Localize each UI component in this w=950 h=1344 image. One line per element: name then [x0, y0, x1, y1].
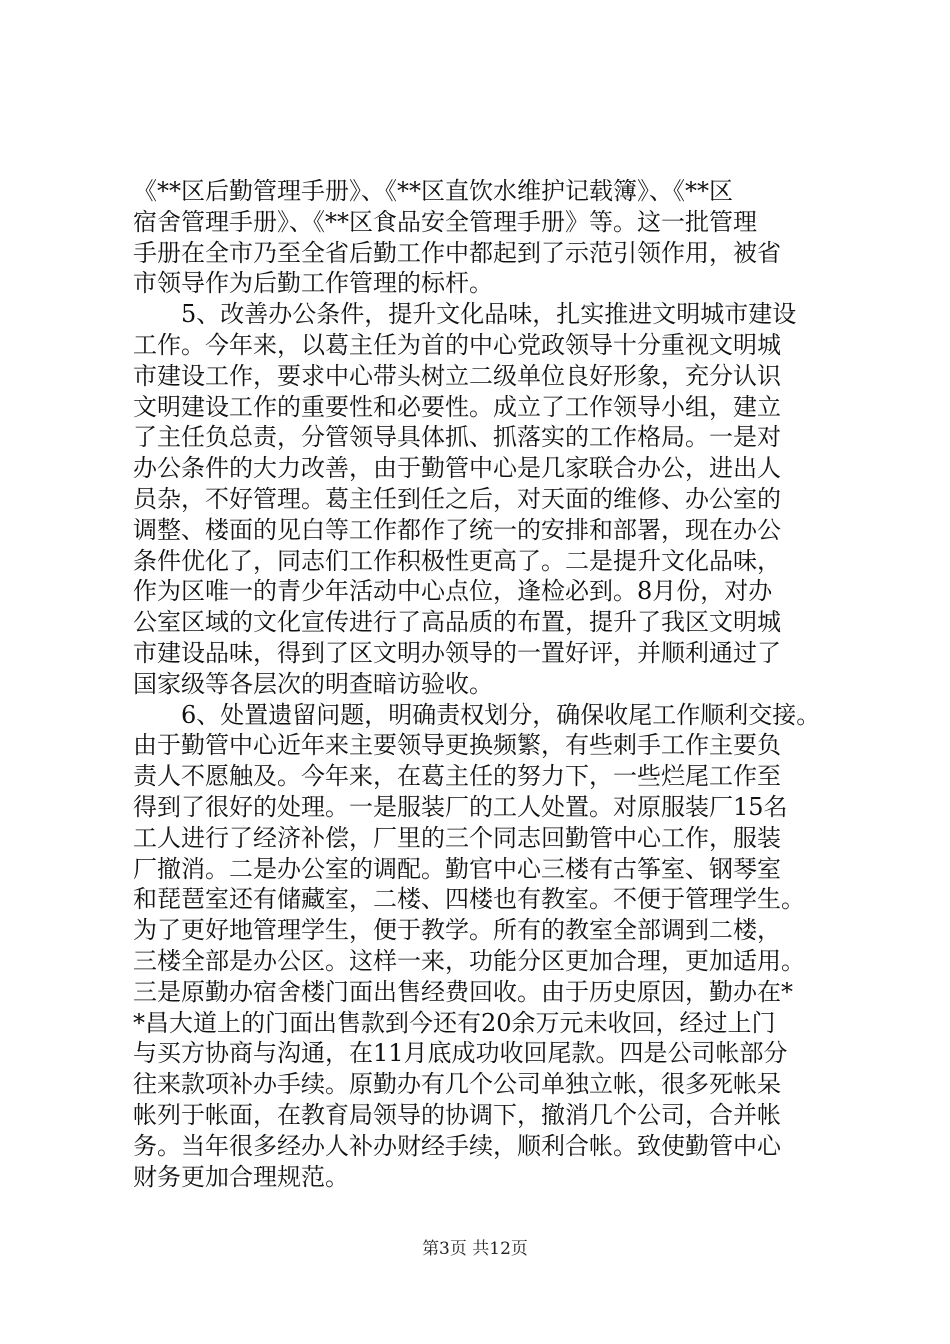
text-line: 6、处置遗留问题，明确责权划分，确保收尾工作顺利交接。 — [133, 700, 821, 729]
text-line: 责人不愿触及。今年来，在葛主任的努力下，一些烂尾工作至 — [133, 762, 781, 791]
text-line: 务。当年很多经办人补办财经手续，顺利合帐。致使勤管中心 — [133, 1131, 781, 1160]
text-line: 5、改善办公条件，提升文化品味，扎实推进文明城市建设 — [133, 300, 797, 329]
text-line: 市领导作为后勤工作管理的标杆。 — [133, 269, 493, 298]
text-line: 作为区唯一的青少年活动中心点位，逢检必到。8月份，对办 — [133, 577, 773, 606]
text-line: 帐列于帐面，在教育局领导的协调下，撤消几个公司，合并帐 — [133, 1100, 781, 1129]
text-line: 市建设工作，要求中心带头树立二级单位良好形象，充分认识 — [133, 361, 781, 390]
text-line: 条件优化了，同志们工作积极性更高了。二是提升文化品味， — [133, 546, 781, 575]
text-line: 三楼全部是办公区。这样一来，功能分区更加合理，更加适用。 — [133, 946, 805, 975]
text-line: 《**区后勤管理手册》、《**区直饮水维护记载簿》、《**区 — [133, 177, 733, 205]
text-line: 宿舍管理手册》、《**区食品安全管理手册》等。这一批管理 — [133, 207, 757, 236]
text-line: 往来款项补办手续。原勤办有几个公司单独立帐，很多死帐呆 — [133, 1070, 781, 1099]
text-line: 员杂，不好管理。葛主任到任之后，对天面的维修、办公室的 — [133, 484, 781, 513]
text-line: 财务更加合理规范。 — [133, 1162, 349, 1191]
text-line: 与买方协商与沟通，在11月底成功收回尾款。四是公司帐部分 — [133, 1039, 788, 1068]
text-line: *昌大道上的门面出售款到今还有20余万元未收回，经过上门 — [133, 1008, 776, 1037]
text-line: 三是原勤办宿舍楼门面出售经费回收。由于历史原因，勤办在* — [133, 977, 793, 1006]
text-line: 厂撤消。二是办公室的调配。勤官中心三楼有古筝室、钢琴室 — [133, 854, 781, 883]
text-line: 为了更好地管理学生，便于教学。所有的教室全部调到二楼， — [133, 916, 781, 945]
text-line: 得到了很好的处理。一是服装厂的工人处置。对原服装厂15名 — [133, 792, 788, 821]
text-line: 公室区域的文化宣传进行了高品质的布置，提升了我区文明城 — [133, 608, 781, 637]
text-line: 了主任负总责，分管领导具体抓、抓落实的工作格局。一是对 — [133, 423, 781, 452]
page-number-footer: 第3页 共12页 — [422, 1239, 528, 1259]
text-line: 由于勤管中心近年来主要领导更换频繁，有些刺手工作主要负 — [133, 731, 781, 760]
text-line: 工作。今年来，以葛主任为首的中心党政领导十分重视文明城 — [133, 330, 781, 359]
text-line: 手册在全市乃至全省后勤工作中都起到了示范引领作用，被省 — [133, 238, 781, 267]
text-line: 调整、楼面的见白等工作都作了统一的安排和部署，现在办公 — [133, 515, 781, 544]
text-line: 国家级等各层次的明查暗访验收。 — [133, 669, 493, 698]
text-line: 办公条件的大力改善，由于勤管中心是几家联合办公，进出人 — [133, 454, 781, 483]
document-body — [133, 176, 833, 1192]
text-line: 工人进行了经济补偿，厂里的三个同志回勤管中心工作，服装 — [133, 823, 781, 852]
text-line: 文明建设工作的重要性和必要性。成立了工作领导小组，建立 — [133, 392, 781, 421]
text-line: 市建设品味，得到了区文明办领导的一置好评，并顺利通过了 — [133, 638, 781, 667]
text-line: 和琵琶室还有储藏室，二楼、四楼也有教室。不便于管理学生。 — [133, 885, 805, 914]
